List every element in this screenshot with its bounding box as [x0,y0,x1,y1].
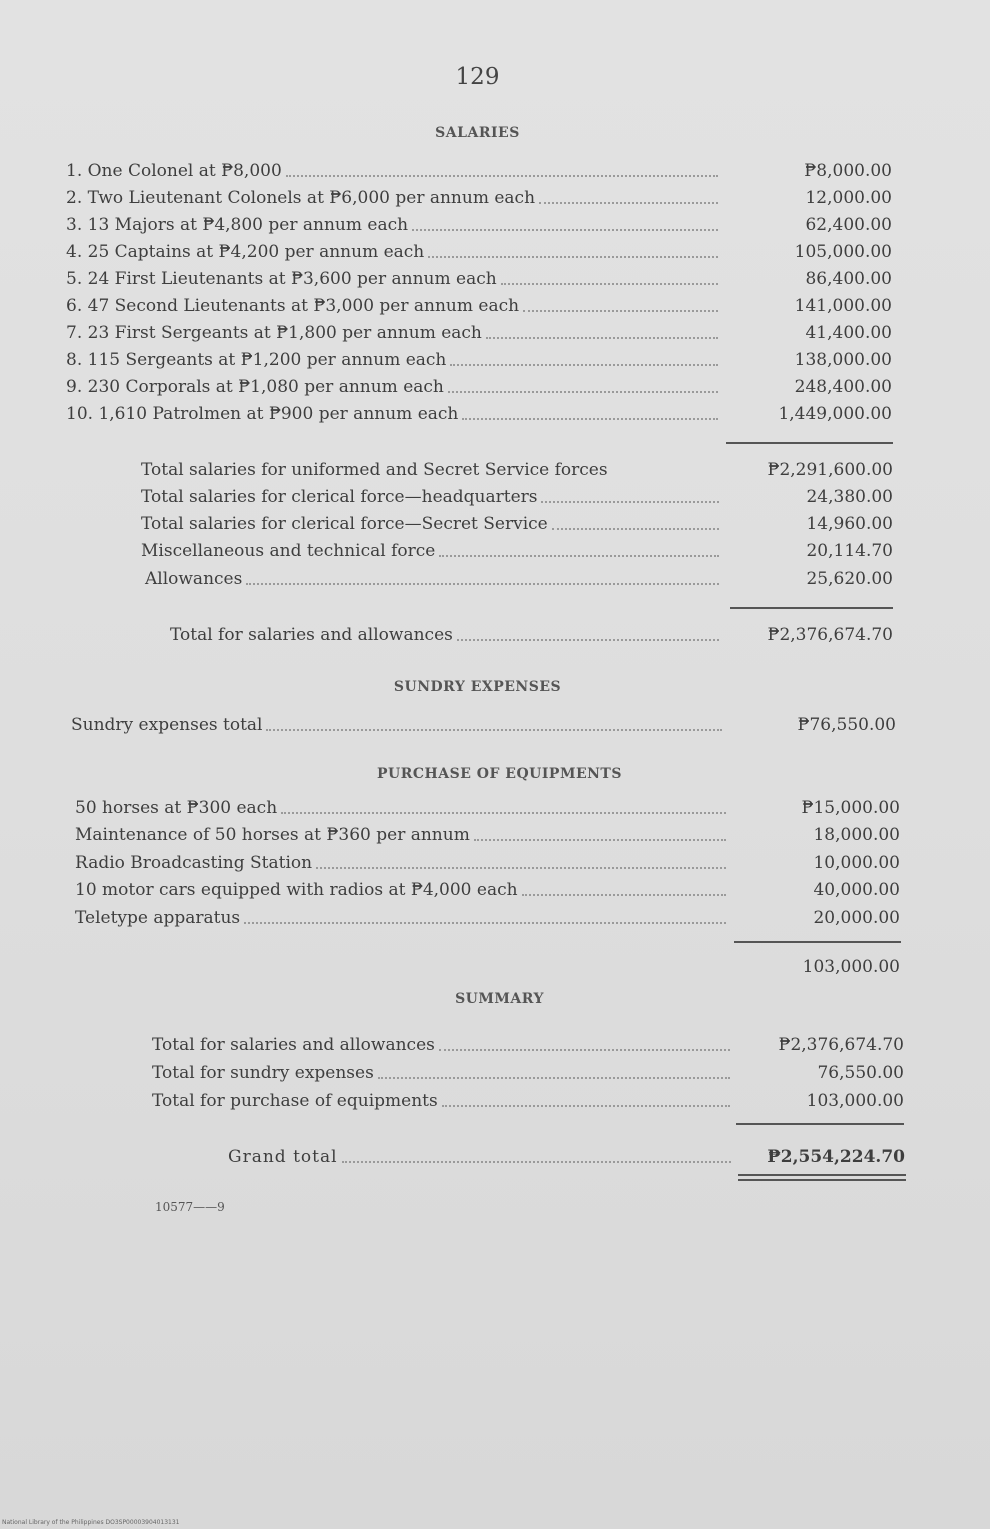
dot-leader [552,528,719,530]
dot-leader [316,867,726,869]
grand-total-label: Grand total [228,1147,338,1167]
salary-line-label: 6. 47 Second Lieutenants at ₱3,000 per annum each [66,296,520,316]
dot-leader [474,839,726,841]
equipment-line-amount: 10,000.00 [813,853,900,873]
dot-leader [522,894,726,896]
equipment-total-line [700,954,900,980]
salary-line [66,212,892,238]
summary-line-label: Total for salaries and allowances [152,1035,435,1055]
salary-line-amount: 141,000.00 [794,296,892,316]
salaries-total-amount: ₱2,376,674.70 [767,625,893,645]
dot-leader [450,364,718,366]
salary-line [66,374,892,400]
dot-leader [448,391,718,393]
subtotal-line [141,484,893,510]
dot-leader [412,229,718,231]
salaries-total-label: Total for salaries and allowances [170,625,453,645]
equipment-line-label: Teletype apparatus [75,908,241,928]
equipment-line-label: 50 horses at ₱300 each [75,798,278,818]
dot-leader [428,256,718,258]
grand-total-amount: ₱2,554,224.70 [767,1147,905,1167]
sundry-total-amount: ₱76,550.00 [797,715,896,735]
equipment-line [75,795,900,821]
subtotal-rule [726,442,893,444]
print-code: 10577——9 [155,1200,225,1214]
salary-line [66,185,892,211]
salary-line-label: 1. One Colonel at ₱8,000 [66,161,282,181]
dot-leader [378,1077,730,1079]
salary-line-label: 4. 25 Captains at ₱4,200 per annum each [66,242,425,262]
salary-line-label: 10. 1,610 Patrolmen at ₱900 per annum each [66,404,459,424]
equipment-line-label: Maintenance of 50 horses at ₱360 per annum [75,825,470,845]
subtotal-line [141,457,893,483]
equipment-line-amount: ₱15,000.00 [801,798,900,818]
dot-leader [244,922,726,924]
equipment-line [75,850,900,876]
equipment-line-label: Radio Broadcasting Station [75,853,313,873]
sundry-total-line [71,712,896,738]
salary-line-amount: 138,000.00 [794,350,892,370]
summary-line-amount: 76,550.00 [817,1063,904,1083]
summary-line-amount: ₱2,376,674.70 [778,1035,904,1055]
subtotal-line-label: Total salaries for uniformed and Secret Service forces [141,460,608,480]
salary-line [66,239,892,265]
equipment-line [75,822,900,848]
salary-line-amount: 62,400.00 [805,215,892,235]
dot-leader [442,1105,730,1107]
dot-leader [462,418,718,420]
dot-leader [457,639,719,641]
dot-leader [539,202,718,204]
dot-leader [266,729,722,731]
spacer [704,971,726,973]
summary-line-amount: 103,000.00 [806,1091,904,1111]
salary-line-amount: 1,449,000.00 [778,404,892,424]
salaries-heading: SALARIES [435,125,520,141]
grand-total-rule [736,1123,904,1125]
dot-leader [281,812,726,814]
dot-leader [541,501,719,503]
total-rule [730,607,893,609]
equipment-total-rule [734,941,901,943]
subtotal-line-amount: ₱2,291,600.00 [767,460,893,480]
salary-line [66,347,892,373]
salary-line-amount: ₱8,000.00 [804,161,892,181]
salary-line-amount: 12,000.00 [805,188,892,208]
dot-leader [612,474,719,476]
grand-total-line [228,1144,905,1170]
summary-line-label: Total for sundry expenses [152,1063,374,1083]
subtotal-line-label: Miscellaneous and technical force [141,541,436,561]
dot-leader [342,1161,731,1163]
sundry-heading: SUNDRY EXPENSES [393,679,562,695]
salary-line-amount: 86,400.00 [805,269,892,289]
salary-line-amount: 248,400.00 [794,377,892,397]
equipment-total-amount: 103,000.00 [802,957,900,977]
dot-leader [246,583,719,585]
library-credit: National Library of the Philippines DO3SP00003904013131 [2,1519,180,1526]
page-number: 129 [455,64,500,90]
subtotal-line-amount: 14,960.00 [806,514,893,534]
subtotal-line-label: Total salaries for clerical force—Secret Service [141,514,548,534]
salary-line-label: 3. 13 Majors at ₱4,800 per annum each [66,215,409,235]
salaries-total-line [170,622,893,648]
salary-line [66,401,892,427]
salary-line-label: 8. 115 Sergeants at ₱1,200 per annum each [66,350,447,370]
salary-line [66,293,892,319]
sundry-total-label: Sundry expenses total [71,715,263,735]
subtotal-line-label: Total salaries for clerical force—headquarters [141,487,538,507]
salary-line-label: 9. 230 Corporals at ₱1,080 per annum each [66,377,444,397]
summary-line [152,1088,904,1114]
equipment-line [75,877,900,903]
equipment-line-amount: 20,000.00 [813,908,900,928]
dot-leader [286,175,718,177]
dot-leader [439,555,719,557]
salary-line-label: 2. Two Lieutenant Colonels at ₱6,000 per annum each [66,188,536,208]
salary-line-amount: 41,400.00 [805,323,892,343]
subtotal-line-amount: 20,114.70 [806,541,893,561]
salary-line [66,320,892,346]
salary-line-label: 7. 23 First Sergeants at ₱1,800 per annum each [66,323,482,343]
dot-leader [439,1049,730,1051]
salary-line-amount: 105,000.00 [794,242,892,262]
summary-line [152,1060,904,1086]
subtotal-line-amount: 25,620.00 [806,569,893,589]
summary-line-label: Total for purchase of equipments [152,1091,438,1111]
equipment-line-amount: 40,000.00 [813,880,900,900]
subtotal-line-label: Allowances [145,569,243,589]
summary-heading: SUMMARY [455,991,544,1007]
grand-total-double-rule [738,1174,906,1181]
salary-line [66,266,892,292]
equipment-heading: PURCHASE OF EQUIPMENTS [377,766,622,782]
equipment-line-label: 10 motor cars equipped with radios at ₱4,000 each [75,880,518,900]
dot-leader [486,337,718,339]
subtotal-line-amount: 24,380.00 [806,487,893,507]
salary-line [66,158,892,184]
equipment-line [75,905,900,931]
salary-line-label: 5. 24 First Lieutenants at ₱3,600 per annum each [66,269,497,289]
summary-line [152,1032,904,1058]
subtotal-line [145,566,893,592]
subtotal-line [141,511,893,537]
subtotal-line [141,538,893,564]
dot-leader [501,283,718,285]
equipment-line-amount: 18,000.00 [813,825,900,845]
dot-leader [523,310,718,312]
